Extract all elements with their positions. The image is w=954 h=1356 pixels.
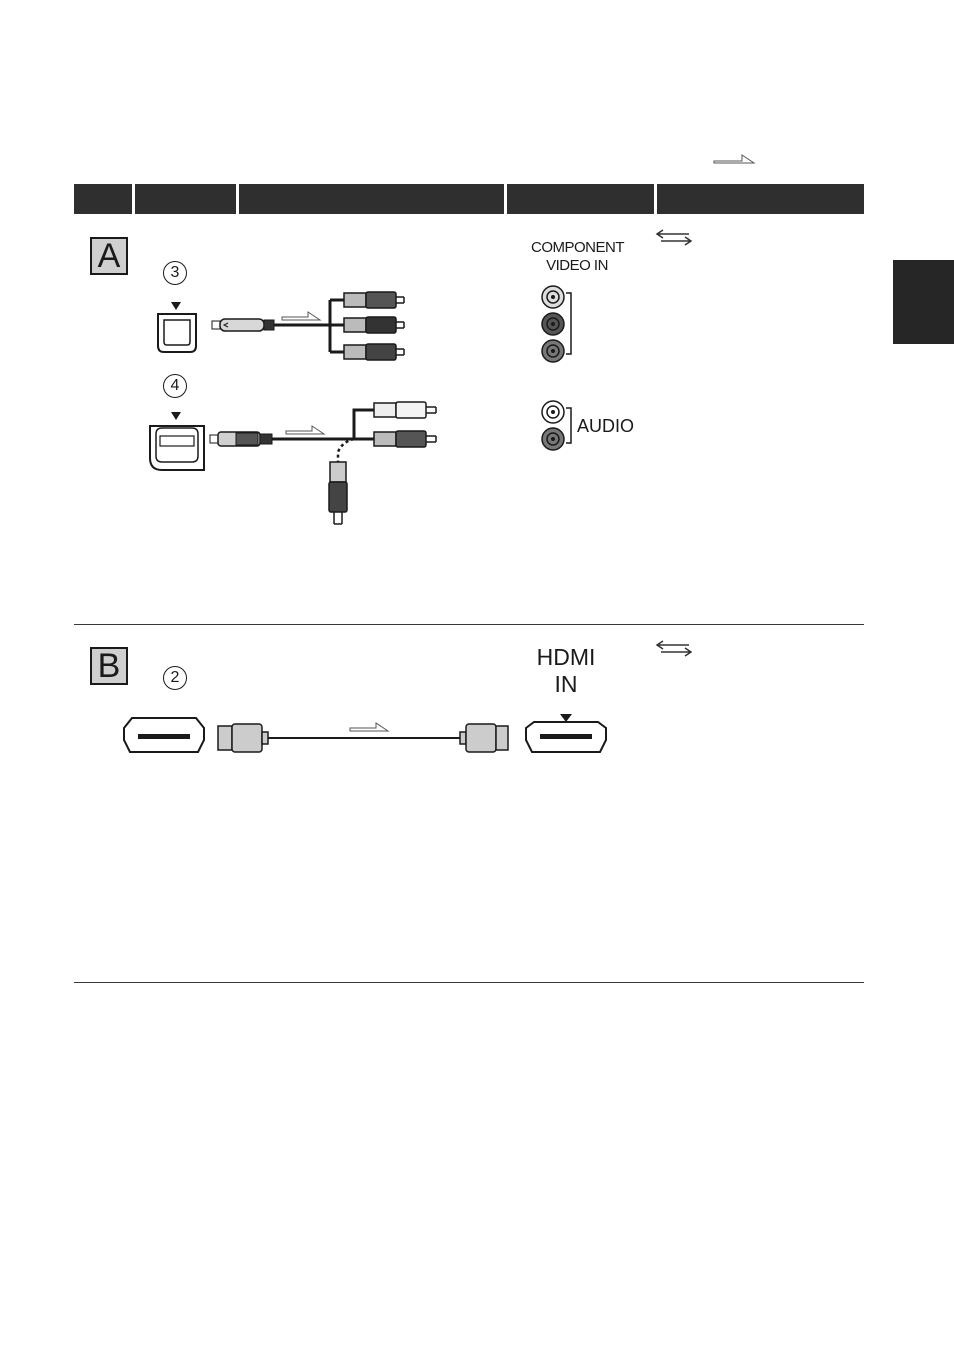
port-marker-triangle-icon xyxy=(171,412,181,420)
step-number-2 xyxy=(163,666,187,690)
tv-audio-label: AUDIO xyxy=(577,416,635,436)
header-cell-2 xyxy=(135,184,236,214)
rca-plug-audio-red xyxy=(374,431,436,447)
tv-component-label xyxy=(531,239,623,275)
step-number-2-text: 2 xyxy=(170,669,180,686)
rca-plug-2 xyxy=(344,317,404,333)
signal-flow-arrow-icon xyxy=(350,723,388,731)
tv-audio-jacks xyxy=(538,398,578,454)
rca-plug-3 xyxy=(344,344,404,360)
rca-plug-audio-white xyxy=(374,402,436,418)
section-b-letter: B xyxy=(90,647,128,685)
rca-plug-1 xyxy=(344,292,404,308)
step-number-3 xyxy=(163,261,187,285)
header-cell-4 xyxy=(507,184,654,214)
port-marker-triangle-icon xyxy=(171,302,181,310)
header-cell-1 xyxy=(74,184,132,214)
section-a-letter: A xyxy=(90,237,128,275)
port-marker-triangle-icon xyxy=(560,714,572,722)
tv-component-label-line1: COMPONENT xyxy=(531,239,624,256)
av-cable-diagram xyxy=(140,400,450,535)
rca-plug-video-unused xyxy=(329,462,347,524)
tv-hdmi-label xyxy=(526,644,606,698)
step-number-4 xyxy=(163,374,187,398)
bidirectional-arrows-icon xyxy=(655,638,695,662)
tv-component-jacks xyxy=(538,284,578,364)
section-bottom-rule xyxy=(74,982,864,983)
component-cable-diagram xyxy=(140,290,420,375)
step-number-4-text: 4 xyxy=(170,377,180,394)
hdmi-cable-diagram xyxy=(118,710,618,762)
tv-hdmi-label-line2: IN xyxy=(554,671,578,697)
section-divider xyxy=(74,624,864,625)
signal-flow-legend-icon xyxy=(712,152,758,166)
step-number-3-text: 3 xyxy=(170,264,180,281)
header-cell-5 xyxy=(657,184,864,214)
bidirectional-arrows-icon xyxy=(655,227,695,251)
tv-hdmi-label-line1: HDMI xyxy=(536,644,596,670)
camera-av-port xyxy=(150,426,204,470)
tv-component-label-line2: VIDEO IN xyxy=(546,257,608,274)
chapter-side-tab xyxy=(893,260,954,344)
header-cell-3 xyxy=(239,184,504,214)
